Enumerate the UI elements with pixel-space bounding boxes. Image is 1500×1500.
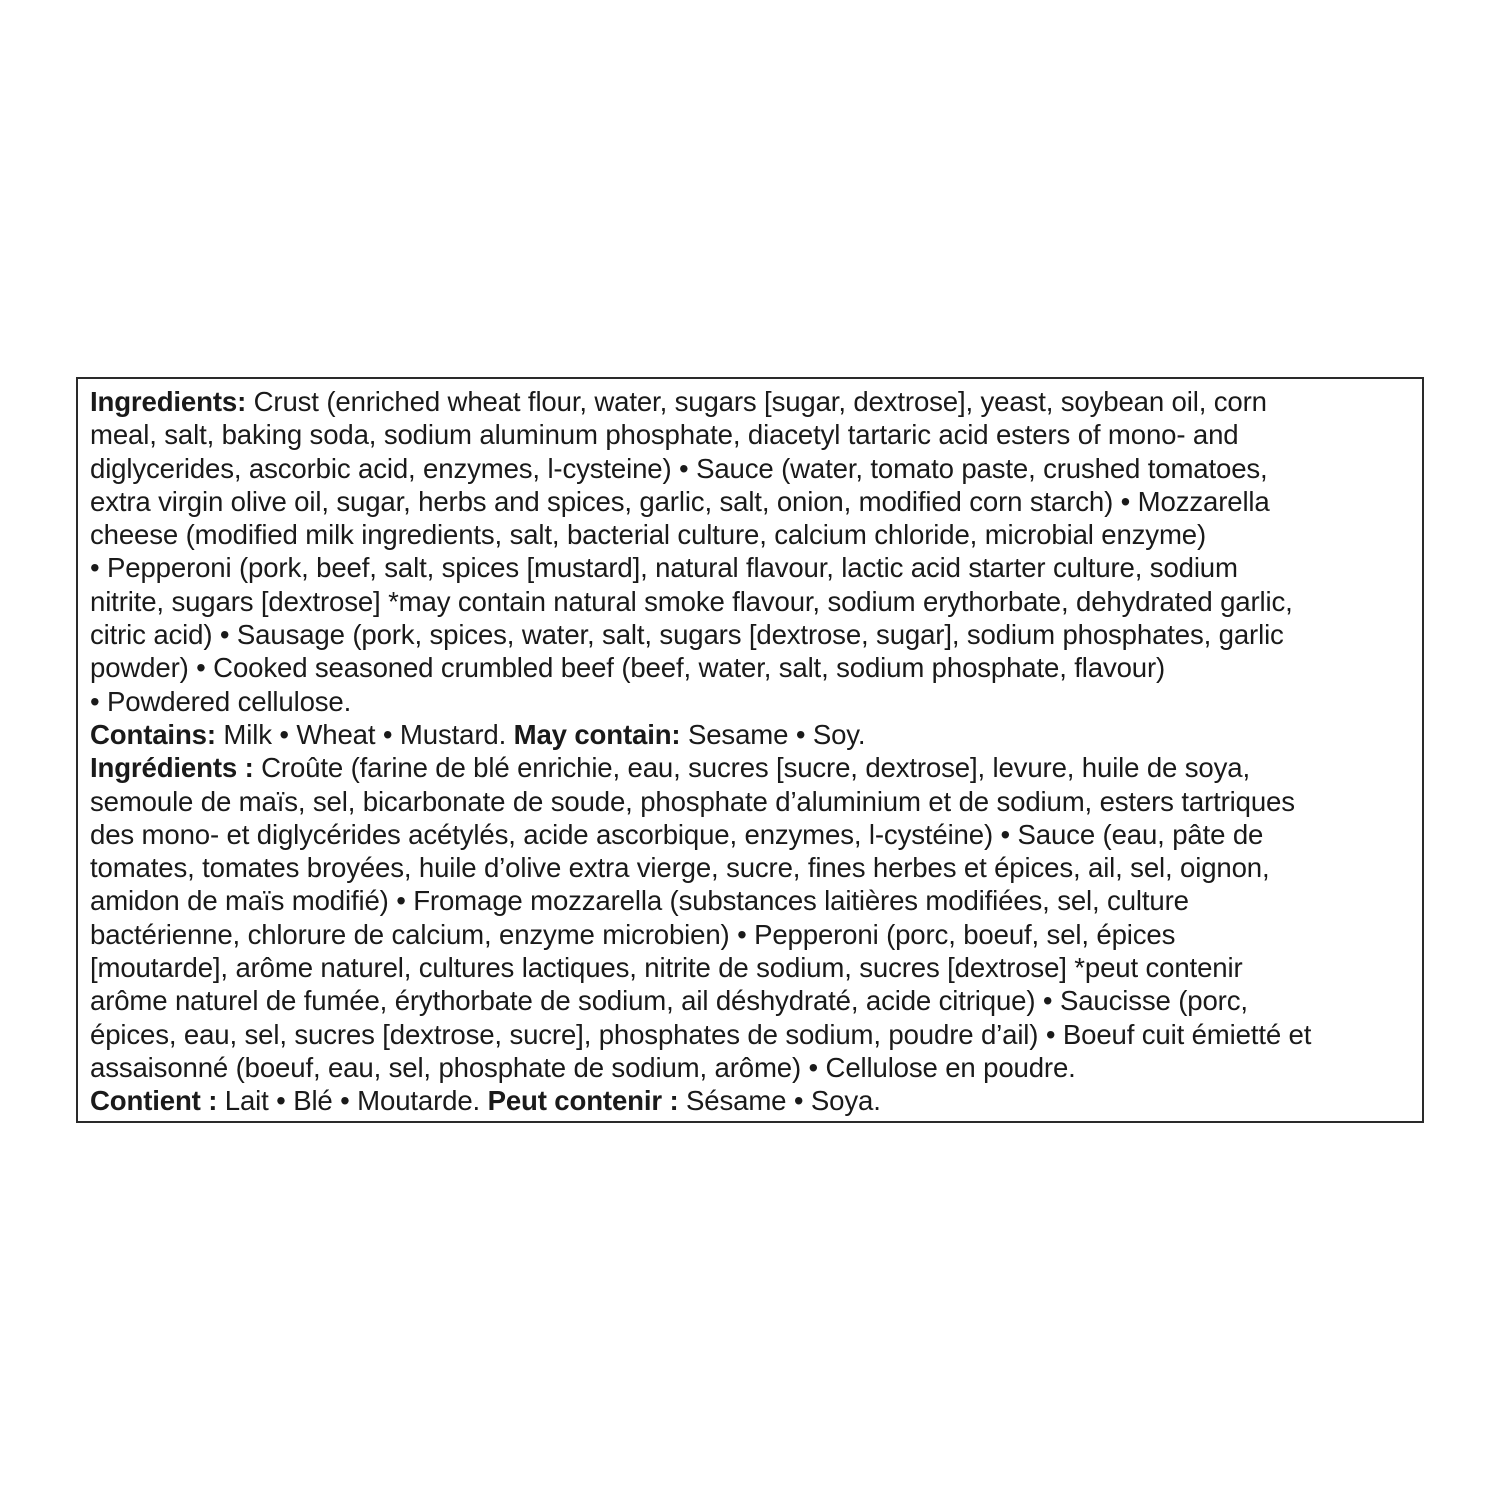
ingredients-heading-fr: Ingrédients : <box>90 752 254 784</box>
allergen-line <box>90 718 1412 751</box>
english-allergen-statement <box>90 718 1412 751</box>
ingredients-text: Crust (enriched wheat flour, water, sugars [sugar, dextrose], yeast, soybean oil, corn <box>246 386 1267 417</box>
english-ingredients-paragraph <box>90 385 1412 718</box>
ingredients-line: tomates, tomates broyées, huile d’olive extra vierge, sucre, fines herbes et épices, ail, sel, oignon, <box>90 852 1270 884</box>
contains-heading-en: Contains: <box>90 718 216 750</box>
ingredients-line: extra virgin olive oil, sugar, herbs and spices, garlic, salt, onion, modified corn starch) • Mozzarella <box>90 485 1270 517</box>
ingredients-line <box>90 751 1412 784</box>
ingredients-line: meal, salt, baking soda, sodium aluminum phosphate, diacetyl tartaric acid esters of mono- and <box>90 419 1239 451</box>
ingredients-line: • Powdered cellulose. <box>90 685 352 717</box>
ingredients-line: diglycerides, ascorbic acid, enzymes, l-cysteine) • Sauce (water, tomato paste, crushed tomatoes, <box>90 452 1268 484</box>
ingredients-line: powder) • Cooked seasoned crumbled beef (beef, water, salt, sodium phosphate, flavour) <box>90 652 1166 684</box>
ingredients-line: épices, eau, sel, sucres [dextrose, sucre], phosphates de sodium, poudre d’ail) • Boeuf cuit émietté et <box>90 1018 1312 1050</box>
ingredients-line: des mono- et diglycérides acétylés, acide ascorbique, enzymes, l-cystéine) • Sauce (eau, pâte de <box>90 818 1264 850</box>
ingredients-line: semoule de maïs, sel, bicarbonate de soude, phosphate d’aluminium et de sodium, esters tartriques <box>90 785 1295 817</box>
ingredients-line: • Pepperoni (pork, beef, salt, spices [mustard], natural flavour, lactic acid starter culture, sodium <box>90 552 1238 584</box>
may-contain-heading-fr: Peut contenir : <box>487 1085 679 1117</box>
ingredients-line: citric acid) • Sausage (pork, spices, water, salt, sugars [dextrose, sugar], sodium phosphates, garlic <box>90 619 1284 651</box>
contains-text-fr: Lait • Blé • Moutarde. <box>217 1085 488 1117</box>
french-ingredients-paragraph <box>90 751 1412 1084</box>
may-contain-text-en: Sesame • Soy. <box>680 718 866 750</box>
contains-text-en: Milk • Wheat • Mustard. <box>215 718 514 750</box>
ingredients-line: amidon de maïs modifié) • Fromage mozzarella (substances laitières modifiées, sel, culture <box>90 885 1189 917</box>
may-contain-heading-en: May contain: <box>513 718 681 750</box>
ingredients-line: [moutarde], arôme naturel, cultures lactiques, nitrite de sodium, sucres [dextrose] *peut contenir <box>90 952 1243 984</box>
allergen-line <box>90 1084 1412 1117</box>
ingredients-line: bactérienne, chlorure de calcium, enzyme microbien) • Pepperoni (porc, boeuf, sel, épices <box>90 918 1176 950</box>
french-allergen-statement <box>90 1084 1412 1117</box>
ingredients-line: assaisonné (boeuf, eau, sel, phosphate de sodium, arôme) • Cellulose en poudre. <box>90 1051 1076 1083</box>
ingredients-heading-en: Ingredients: <box>90 386 247 417</box>
contains-heading-fr: Contient : <box>90 1085 218 1117</box>
ingredients-line: arôme naturel de fumée, érythorbate de sodium, ail déshydraté, acide citrique) • Saucisse (porc, <box>90 985 1248 1017</box>
ingredients-text: Croûte (farine de blé enrichie, eau, sucres [sucre, dextrose], levure, huile de soya, <box>253 752 1250 784</box>
ingredients-line: cheese (modified milk ingredients, salt, bacterial culture, calcium chloride, microbial enzyme) <box>90 519 1207 551</box>
ingredients-label-panel <box>76 377 1424 1123</box>
ingredients-line: nitrite, sugars [dextrose] *may contain natural smoke flavour, sodium erythorbate, dehydrated garlic, <box>90 585 1293 617</box>
ingredients-line <box>90 385 1412 418</box>
may-contain-text-fr: Sésame • Soya. <box>678 1085 881 1117</box>
